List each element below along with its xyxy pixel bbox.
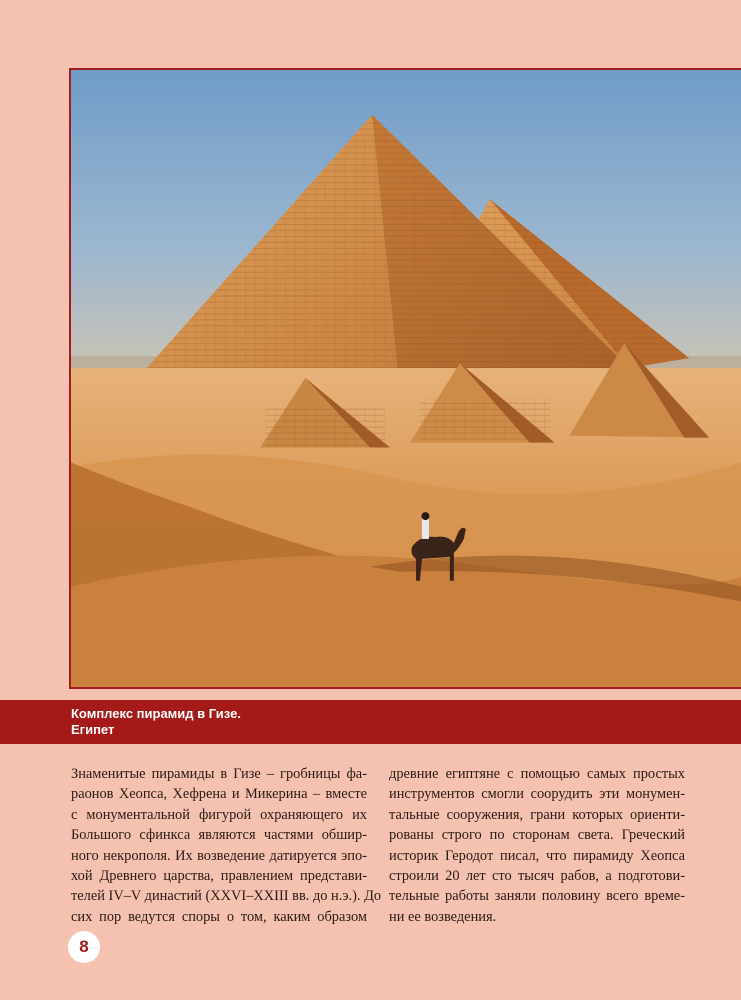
article-line: хой Древнего царства, правлением представи- <box>71 868 367 885</box>
article-line: строили 20 лет сто тысяч рабов, а подготови- <box>389 868 685 885</box>
article-line: древние египтяне с помощью самых простых <box>389 766 685 782</box>
caption-bar <box>0 700 741 744</box>
article-line: ного некрополя. Их возведение датируется эпо- <box>71 847 367 864</box>
article-line: Большого сфинкса являются частями обшир- <box>71 827 367 844</box>
pyramids-photo <box>69 68 741 689</box>
article-column-left <box>71 764 382 927</box>
article-line: тельные работы заняли половину всего време- <box>389 888 685 905</box>
article-line: с монументальной фигурой охраняющего их <box>71 806 367 823</box>
caption-title: Комплекс пирамид в Гизе. <box>71 706 241 721</box>
article-line: Знаменитые пирамиды в Гизе – гробницы фа- <box>71 766 367 782</box>
giza-pyramids-illustration <box>71 70 741 687</box>
article-line: раонов Хеопса, Хефрена и Микерина – вместе <box>71 786 367 803</box>
article-line: историк Геродот писал, что пирамиду Хеопса <box>389 847 685 864</box>
article-line: ни ее возведения. <box>389 908 497 925</box>
caption-subtitle: Египет <box>71 722 115 737</box>
page-number: 8 <box>68 931 100 963</box>
article-line: телей IV–V династий (XXVI–XXIII вв. до н.э.). До <box>71 888 382 905</box>
article-line: тальные сооружения, грани которых ориенти- <box>389 806 685 823</box>
article-line: рованы строго по сторонам света. Греческий <box>389 827 685 844</box>
article-column-right <box>389 764 685 927</box>
article-line: сих пор ведутся споры о том, каким образом <box>71 908 367 925</box>
article-line: инструментов смогли соорудить эти монумен- <box>389 786 685 803</box>
